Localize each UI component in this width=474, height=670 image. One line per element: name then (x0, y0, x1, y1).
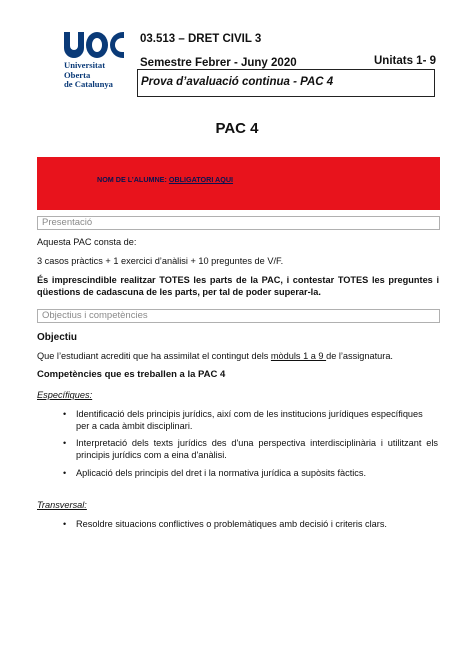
section-title: Presentació (42, 217, 93, 228)
uoc-logo-text: Universitat Oberta de Catalunya (64, 60, 113, 89)
bullet-icon: • (63, 438, 67, 448)
list-item-specific-1: Identificació dels principis jurídics, així com de les institucions jurídiques específiques per a cada àmbit disciplinari. (76, 409, 423, 431)
student-name-field[interactable] (97, 175, 233, 184)
transversal-label: Transversal: (37, 500, 87, 510)
assessment-title: Prova d’avaluació continua - PAC 4 (141, 76, 334, 88)
section-header-objectius (37, 309, 440, 323)
section-header-presentacio (37, 216, 440, 230)
competencies-heading: Competències que es treballen a la PAC 4 (37, 369, 226, 380)
composition-text: 3 casos pràctics + 1 exercici d’anàlisi + 10 preguntes de V/F. (37, 256, 284, 266)
student-name-required: OBLIGATORI AQUI (168, 175, 234, 184)
list-item-specific-2: Interpretació dels texts jurídics des d'una perspectiva interdisciplinària i utilitzant els principis jurídics com a eina d'anàlisi. (76, 438, 438, 460)
units-label: Unitats 1- 9 (374, 55, 436, 67)
list-item-specific-3: Aplicació dels principis del dret i la normativa jurídica a supòsits fàctics. (76, 468, 367, 478)
objectiu-text: Que l’estudiant acrediti que ha assimilat el contingut dels mòduls 1 a 9 de l’assignatura. (37, 351, 393, 361)
section-title: Objectius i competències (42, 310, 148, 321)
document-title: PAC 4 (215, 120, 259, 137)
bullet-icon: • (63, 519, 67, 529)
uoc-logo (64, 30, 130, 90)
semester-label: Semestre Febrer - Juny 2020 (140, 57, 297, 69)
assessment-box (137, 69, 435, 97)
intro-text: Aquesta PAC consta de: (37, 237, 137, 247)
important-notice: És imprescindible realitzar TOTES les parts de la PAC, i contestar TOTES les preguntes i qüestions de cadascuna de les parts, per tal de poder superar-la. (37, 275, 439, 297)
list-item-transversal-1: Resoldre situacions conflictives o problemàtiques amb decisió i criteris clars. (76, 519, 387, 529)
bullet-icon: • (63, 468, 67, 478)
course-code: 03.513 – DRET CIVIL 3 (140, 33, 262, 45)
uoc-logo-mark (64, 30, 130, 58)
bullet-icon: • (63, 409, 67, 419)
specific-label: Específiques: (37, 390, 93, 400)
student-name-label: NOM DE L’ALUMNE: (97, 175, 167, 184)
modules-reference: mòduls 1 a 9 (270, 351, 327, 361)
objectiu-heading: Objectiu (37, 332, 78, 343)
